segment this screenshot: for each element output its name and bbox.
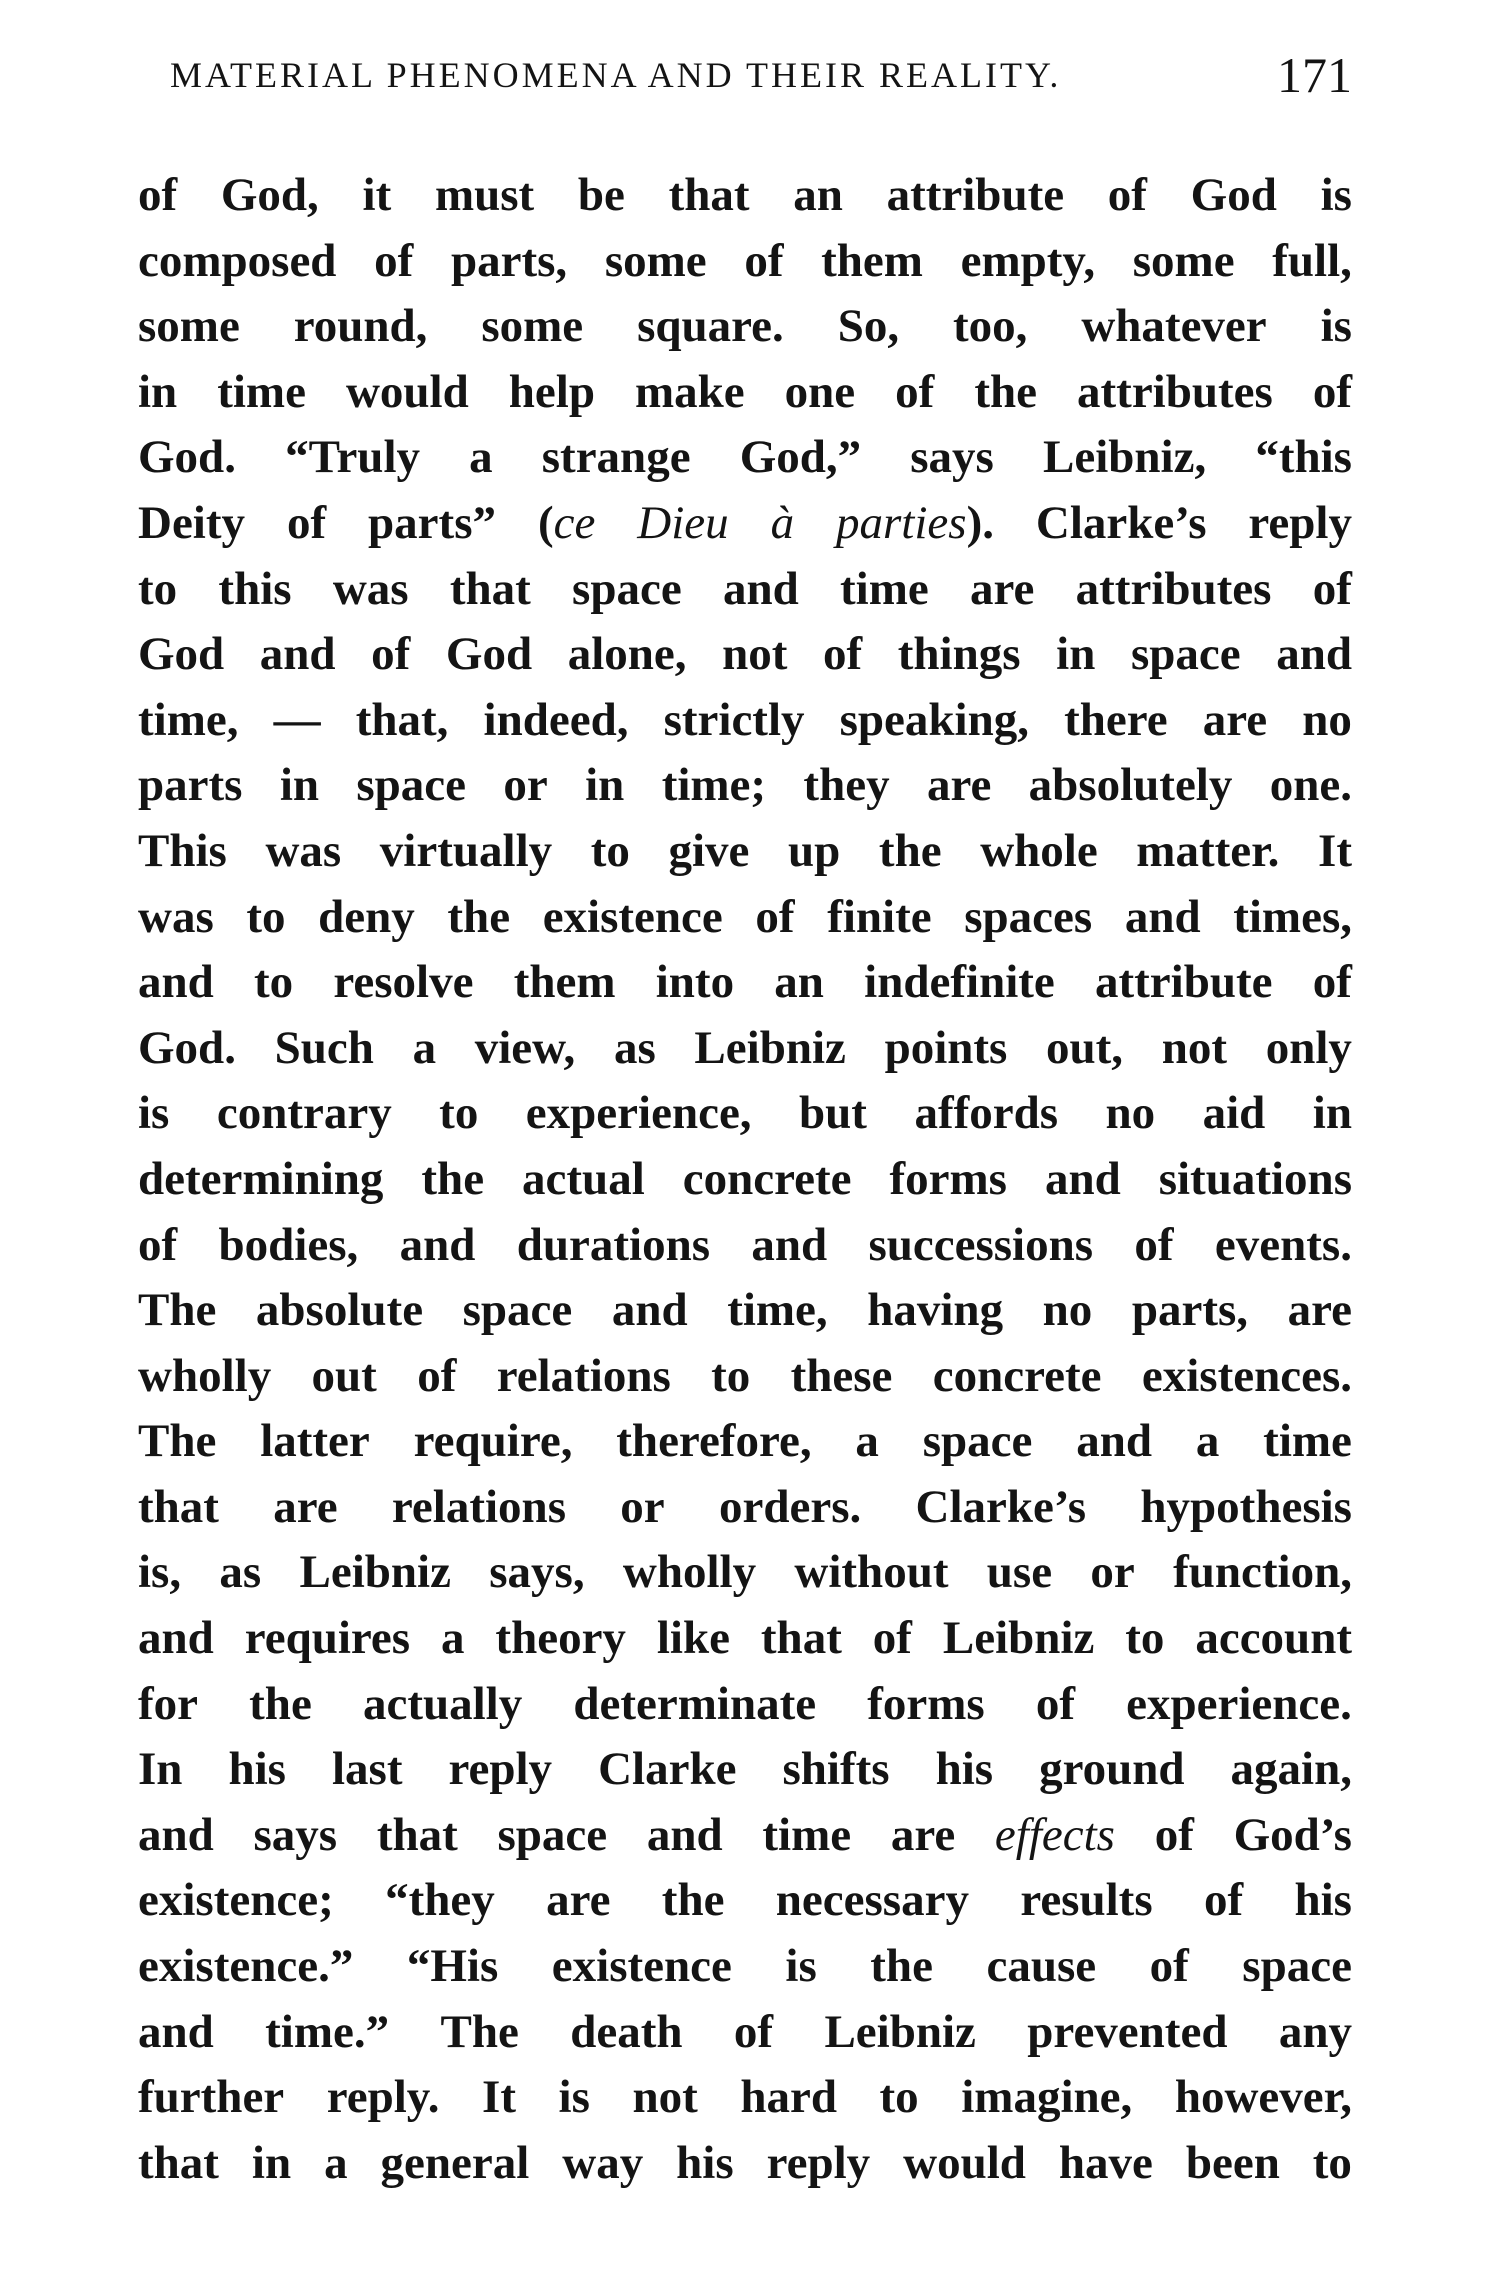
text-line: wholly out of relations to these concrete existences.: [138, 1349, 1352, 1402]
text-line: that in a general way his reply would have been to: [138, 2136, 1352, 2189]
text-line: is, as Leibniz says, wholly without use or function,: [138, 1546, 1352, 1599]
text-line: existence; “they are the necessary results of his: [138, 1874, 1352, 1927]
text-line: in time would help make one of the attributes of: [138, 365, 1352, 418]
text-line: further reply. It is not hard to imagine, however,: [138, 2071, 1352, 2124]
text-line: composed of parts, some of them empty, some full,: [138, 234, 1352, 287]
text-line: In his last reply Clarke shifts his ground again,: [138, 1743, 1352, 1796]
text-line: and says that space and time are effects of God’s: [138, 1808, 1352, 1861]
book-page: [138, 40, 1352, 2196]
text-line: is contrary to experience, but affords no aid in: [138, 1087, 1352, 1140]
text-line: The latter require, therefore, a space and a time: [138, 1415, 1352, 1468]
text-line: of God, it must be that an attribute of God is: [138, 169, 1352, 221]
text-line: This was virtually to give up the whole matter. It: [138, 824, 1352, 877]
page-header: [138, 40, 1352, 110]
text-line: and time.” The death of Leibniz prevented any: [138, 2005, 1352, 2058]
text-line: to this was that space and time are attributes of: [138, 562, 1352, 615]
text-line: parts in space or in time; they are absolutely one.: [138, 759, 1352, 812]
page-number: 171: [1277, 47, 1352, 103]
running-title: MATERIAL PHENOMENA AND THEIR REALITY.: [170, 55, 1062, 95]
text-line: was to deny the existence of finite spaces and times,: [138, 890, 1352, 943]
text-line: existence.” “His existence is the cause of space: [138, 1940, 1352, 1993]
text-line: and to resolve them into an indefinite attribute of: [138, 956, 1352, 1009]
body-text: [138, 163, 1352, 2196]
text-line: and requires a theory like that of Leibniz to account: [138, 1612, 1352, 1665]
text-line: determining the actual concrete forms and situations: [138, 1152, 1352, 1205]
text-line: for the actually determinate forms of experience.: [138, 1677, 1352, 1730]
text-line: The absolute space and time, having no parts, are: [138, 1284, 1352, 1337]
text-line: Deity of parts” (ce Dieu à parties). Clarke’s reply: [138, 496, 1352, 549]
text-line: time, — that, indeed, strictly speaking, there are no: [138, 693, 1352, 746]
text-line: God. “Truly a strange God,” says Leibniz, “this: [138, 431, 1352, 484]
text-line: that are relations or orders. Clarke’s hypothesis: [138, 1480, 1352, 1533]
text-line: God and of God alone, not of things in space and: [138, 628, 1352, 681]
text-line: of bodies, and durations and successions of events.: [138, 1218, 1352, 1271]
text-line: God. Such a view, as Leibniz points out, not only: [138, 1021, 1352, 1074]
text-line: some round, some square. So, too, whatever is: [138, 300, 1352, 353]
